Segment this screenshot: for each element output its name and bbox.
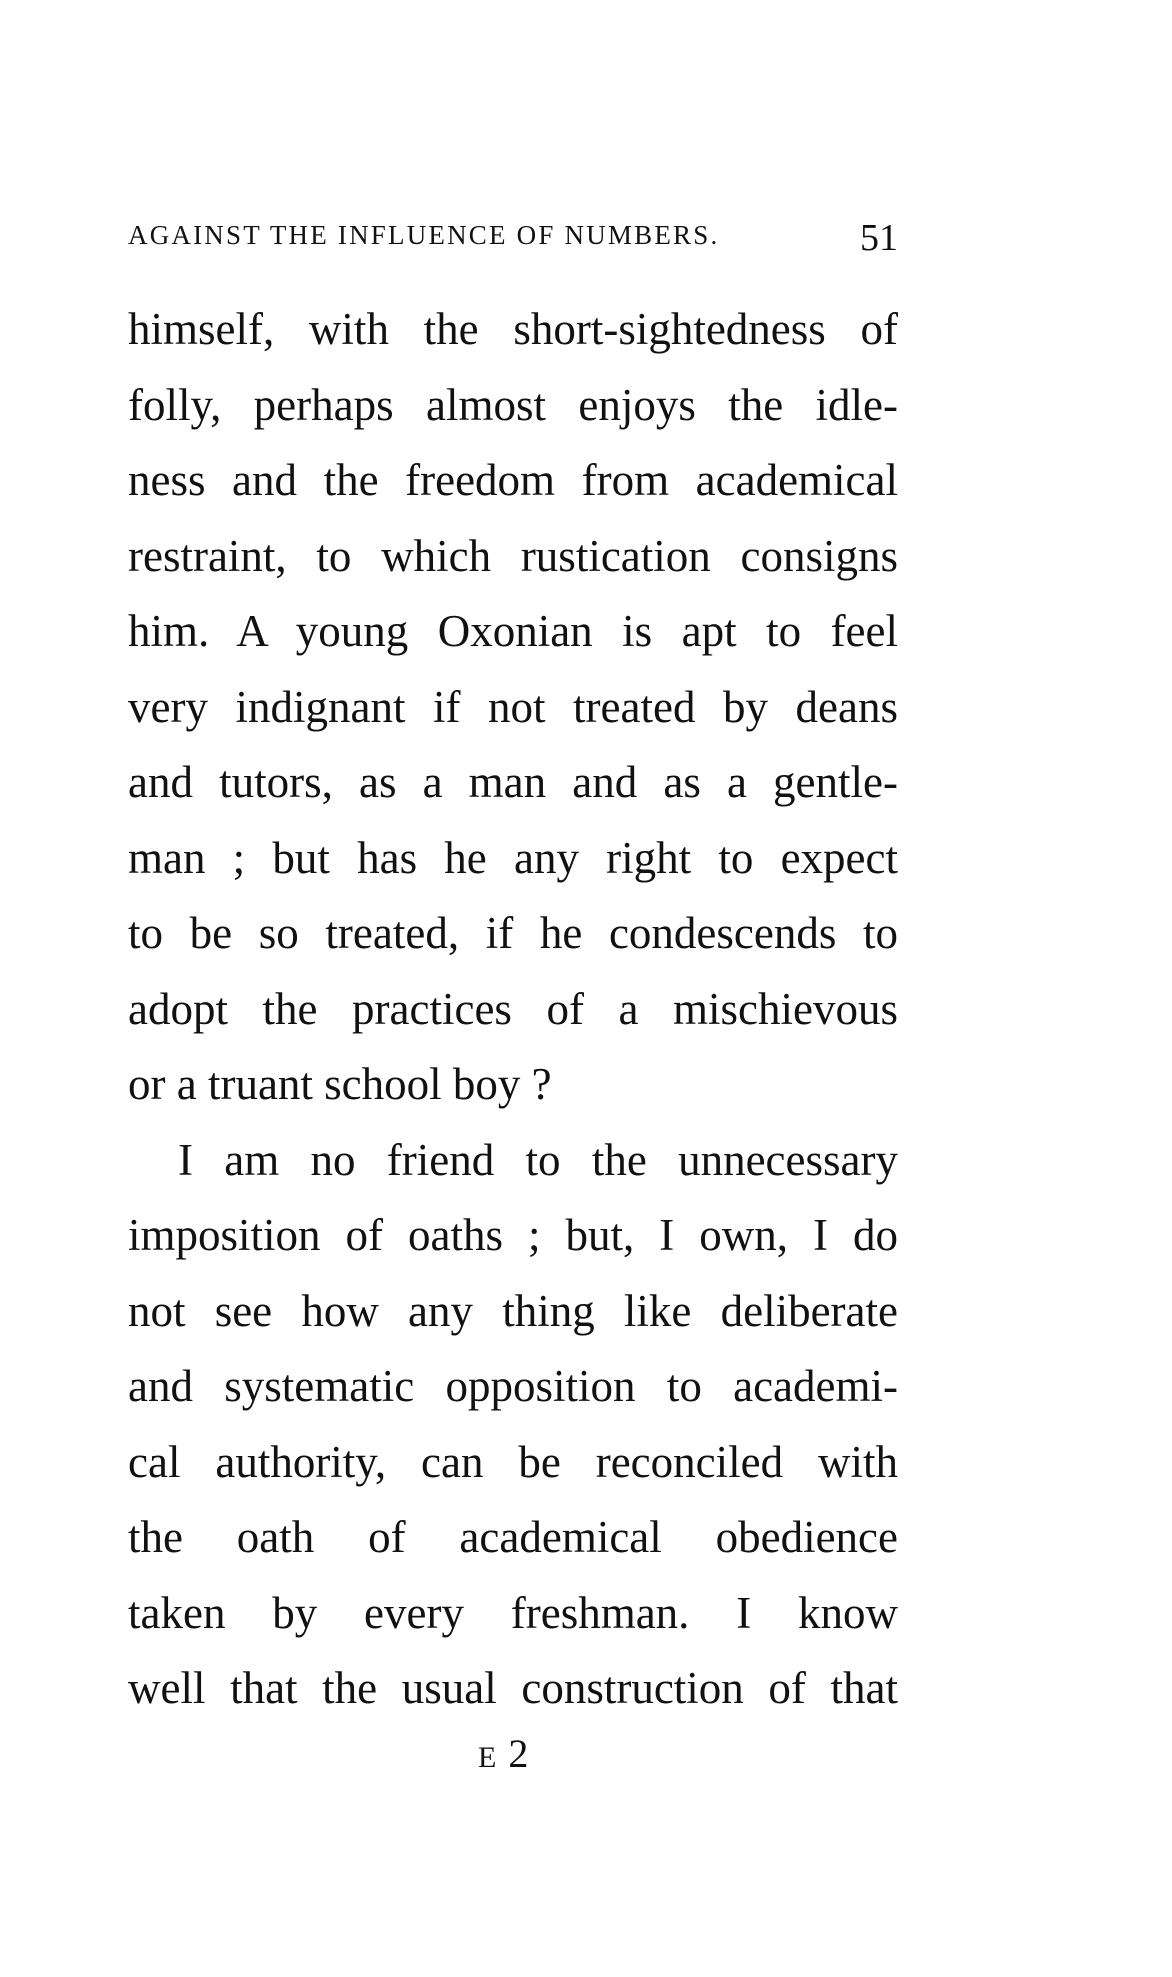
text-line: the oath of academical obedience xyxy=(128,1512,898,1562)
text-line: folly, perhaps almost enjoys the idle- xyxy=(128,379,898,430)
signature-mark xyxy=(478,1730,540,1777)
text-line: and tutors, as a man and as a gentle- xyxy=(128,757,898,807)
body-text xyxy=(128,292,898,1727)
text-line: I am no friend to the unnecessary xyxy=(178,1134,898,1185)
text-line: or a truant school boy ? xyxy=(128,1059,552,1109)
text-line: very indignant if not treated by deans xyxy=(128,681,898,732)
text-line: cal authority, can be reconciled with xyxy=(128,1436,898,1487)
signature-letter: E xyxy=(478,1741,509,1774)
text-line: adopt the practices of a mischievous xyxy=(128,983,898,1034)
paragraph xyxy=(128,292,898,1123)
text-line: taken by every freshman. I know xyxy=(128,1587,898,1638)
text-line: himself, with the short-sightedness of xyxy=(128,304,898,354)
text-line: ness and the freedom from academical xyxy=(128,455,898,505)
text-line: imposition of oaths ; but, I own, I do xyxy=(128,1210,898,1260)
text-line: well that the usual construction of that xyxy=(128,1663,898,1713)
paragraph xyxy=(128,1123,898,1727)
text-line: restraint, to which rustication consigns xyxy=(128,530,898,581)
text-line: and systematic opposition to academi- xyxy=(128,1361,898,1411)
page-number: 51 xyxy=(860,217,898,259)
text-line: not see how any thing like deliberate xyxy=(128,1285,898,1336)
text-line: to be so treated, if he condescends to xyxy=(128,908,898,958)
text-line: him. A young Oxonian is apt to feel xyxy=(128,606,898,656)
text-line: man ; but has he any right to expect xyxy=(128,832,898,883)
running-head xyxy=(128,216,898,260)
running-head-title: AGAINST THE INFLUENCE OF NUMBERS. xyxy=(128,220,720,250)
signature-number: 2 xyxy=(508,1731,541,1776)
